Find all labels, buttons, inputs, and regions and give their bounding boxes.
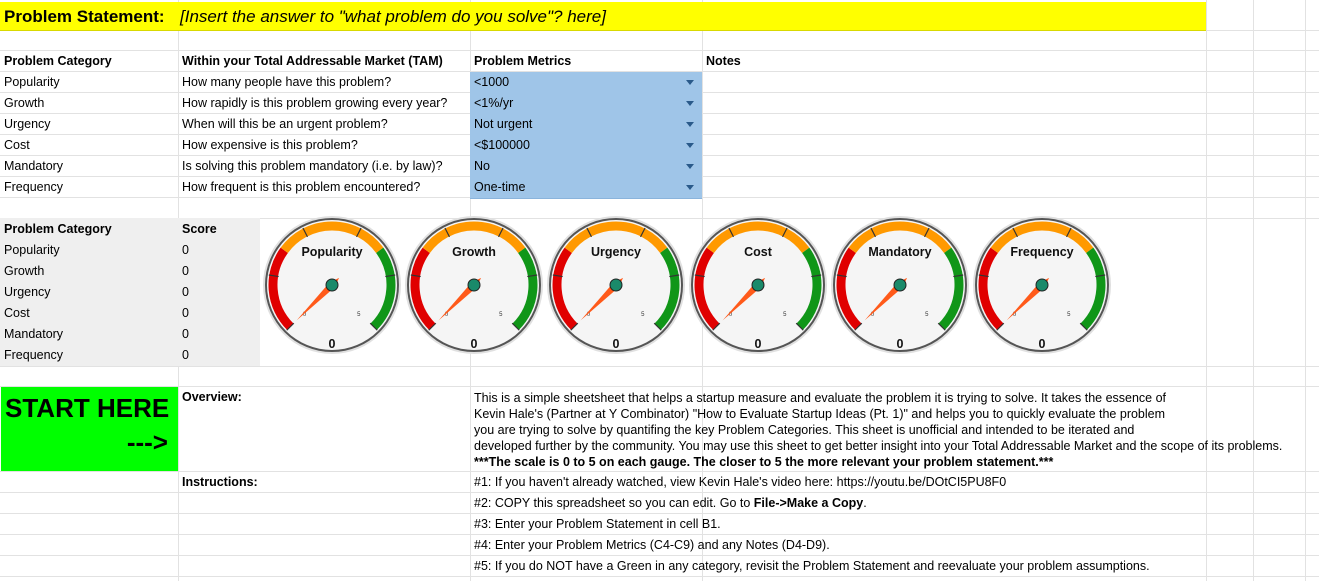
score-row-value: 0 xyxy=(182,243,189,257)
gauge-value: 0 xyxy=(612,337,620,351)
gauge-title: Cost xyxy=(744,245,772,259)
instruction-step-5: #5: If you do NOT have a Green in any category, revisit the Problem Statement and reevaluate your problem assumptions. xyxy=(474,559,1150,573)
gauge-svg xyxy=(829,214,971,356)
score-row-value: 0 xyxy=(182,327,189,341)
gauge-title: Popularity xyxy=(301,245,363,259)
dropdown-value: <1%/yr xyxy=(474,96,514,110)
gauge-svg xyxy=(403,214,545,356)
metric-dropdown-frequency[interactable] xyxy=(470,177,702,199)
gauge-svg xyxy=(261,214,403,356)
gauge-title: Mandatory xyxy=(868,245,932,259)
step2-end: . xyxy=(863,496,867,510)
gauge-min-label: 0 xyxy=(728,312,733,319)
overview-text xyxy=(474,390,1319,470)
dropdown-value: <1000 xyxy=(474,75,510,89)
score-row-value: 0 xyxy=(182,348,189,362)
gauge-max-label: 5 xyxy=(357,312,361,319)
gauge-svg xyxy=(687,214,829,356)
metric-row-category: Mandatory xyxy=(4,159,64,173)
gauge-value: 0 xyxy=(754,337,762,351)
dropdown-arrow-icon[interactable] xyxy=(686,101,694,106)
overview-line: you are trying to solve by quantifing the key Problem Categories. This sheet is unofficial and intended to be iterated and xyxy=(474,423,1135,437)
gauge-title: Growth xyxy=(452,245,496,259)
gauge-hub xyxy=(468,279,480,291)
metric-dropdown-urgency[interactable] xyxy=(470,114,702,136)
overview-line: This is a simple sheetsheet that helps a startup measure and evaluate the problem it is trying to solve. It takes the essence of xyxy=(474,391,1167,405)
instruction-step-2 xyxy=(474,493,867,514)
start-here-arrow: ---> xyxy=(126,427,168,457)
metric-dropdown-growth[interactable] xyxy=(470,93,702,115)
metric-row-question: How many people have this problem? xyxy=(182,75,392,89)
start-here-cell[interactable] xyxy=(1,387,178,471)
dropdown-arrow-icon[interactable] xyxy=(686,143,694,148)
dropdown-arrow-icon[interactable] xyxy=(686,122,694,127)
metric-row-question: How frequent is this problem encountered? xyxy=(182,180,421,194)
score-header-category: Problem Category xyxy=(4,222,112,236)
metric-row-question: How rapidly is this problem growing every year? xyxy=(182,96,448,110)
gauge-min-label: 0 xyxy=(302,312,307,319)
gauge-max-label: 5 xyxy=(1067,312,1071,319)
metric-row-category: Cost xyxy=(4,138,30,152)
dropdown-value: Not urgent xyxy=(474,117,533,131)
gauge-min-label: 0 xyxy=(1012,312,1017,319)
gauge-cost[interactable] xyxy=(687,214,829,356)
gauge-min-label: 0 xyxy=(870,312,875,319)
overview-label: Overview: xyxy=(182,390,242,404)
gauge-max-label: 5 xyxy=(499,312,503,319)
metric-dropdown-cost[interactable] xyxy=(470,135,702,157)
start-here-title: START HERE xyxy=(5,393,170,423)
problem-statement-row[interactable] xyxy=(0,2,1206,31)
score-row-category: Mandatory xyxy=(4,327,64,341)
gauge-growth[interactable] xyxy=(403,214,545,356)
gauge-urgency[interactable] xyxy=(545,214,687,356)
problem-statement-input[interactable]: [Insert the answer to "what problem do you solve"? here] xyxy=(180,7,606,26)
score-row-value: 0 xyxy=(182,264,189,278)
instruction-step-4: #4: Enter your Problem Metrics (C4-C9) and any Notes (D4-D9). xyxy=(474,538,830,552)
dropdown-value: No xyxy=(474,159,490,173)
step2-text: #2: COPY this spreadsheet so you can edit. Go to xyxy=(474,496,754,510)
gauge-hub xyxy=(894,279,906,291)
gauge-hub xyxy=(752,279,764,291)
overview-line: developed further by the community. You may use this sheet to get better insight into your Total Addressable Market and the scope of its problems. xyxy=(474,439,1283,453)
score-row-value: 0 xyxy=(182,306,189,320)
gauge-value: 0 xyxy=(328,337,336,351)
score-row-category: Popularity xyxy=(4,243,60,257)
gauge-hub xyxy=(610,279,622,291)
gauge-hub xyxy=(326,279,338,291)
dropdown-arrow-icon[interactable] xyxy=(686,164,694,169)
header-problem-metrics: Problem Metrics xyxy=(474,54,572,68)
gauge-hub xyxy=(1036,279,1048,291)
metric-row-question: When will this be an urgent problem? xyxy=(182,117,388,131)
score-row-value: 0 xyxy=(182,285,189,299)
gauge-svg xyxy=(971,214,1113,356)
make-a-copy-text: File->Make a Copy xyxy=(753,496,864,510)
header-tam: Within your Total Addressable Market (TAM) xyxy=(182,54,443,68)
dropdown-arrow-icon[interactable] xyxy=(686,80,694,85)
metric-dropdown-mandatory[interactable] xyxy=(470,156,702,178)
gauge-min-label: 0 xyxy=(444,312,449,319)
dropdown-arrow-icon[interactable] xyxy=(686,185,694,190)
metric-row-category: Growth xyxy=(4,96,45,110)
gauge-max-label: 5 xyxy=(925,312,929,319)
gauge-mandatory[interactable] xyxy=(829,214,971,356)
header-problem-category: Problem Category xyxy=(4,54,112,68)
metric-row-question: How expensive is this problem? xyxy=(182,138,358,152)
gauge-min-label: 0 xyxy=(586,312,591,319)
dropdown-value: <$100000 xyxy=(474,138,530,152)
dropdown-value: One-time xyxy=(474,180,526,194)
gauge-value: 0 xyxy=(1038,337,1046,351)
metric-row-category: Frequency xyxy=(4,180,64,194)
score-row-category: Cost xyxy=(4,306,30,320)
metric-row-category: Urgency xyxy=(4,117,51,131)
problem-statement-label: Problem Statement: xyxy=(4,7,165,26)
instructions-label: Instructions: xyxy=(182,475,258,489)
gauge-title: Frequency xyxy=(1010,245,1074,259)
header-notes: Notes xyxy=(706,54,741,68)
score-row-category: Growth xyxy=(4,264,45,278)
gauge-frequency[interactable] xyxy=(971,214,1113,356)
overview-line: Kevin Hale's (Partner at Y Combinator) "How to Evaluate Startup Ideas (Pt. 1)" and helps you to quickly evaluate the problem xyxy=(474,407,1166,421)
gauge-title: Urgency xyxy=(590,245,642,259)
instruction-step-1[interactable]: #1: If you haven't already watched, view Kevin Hale's video here: https://youtu.be/DOtCI5PU8F0 xyxy=(474,475,1007,489)
gauge-svg xyxy=(545,214,687,356)
score-row-category: Urgency xyxy=(4,285,51,299)
gauge-max-label: 5 xyxy=(641,312,645,319)
metric-row-question: Is solving this problem mandatory (i.e. by law)? xyxy=(182,159,443,173)
score-table xyxy=(0,218,260,366)
instruction-step-3: #3: Enter your Problem Statement in cell B1. xyxy=(474,517,721,531)
gauge-value: 0 xyxy=(470,337,478,351)
gauge-max-label: 5 xyxy=(783,312,787,319)
score-header-score: Score xyxy=(182,222,217,236)
metric-dropdown-popularity[interactable] xyxy=(470,72,702,94)
overview-emphasis: ***The scale is 0 to 5 on each gauge. The closer to 5 the more relevant your problem statement.*** xyxy=(474,455,1054,469)
score-row-category: Frequency xyxy=(4,348,64,362)
metric-row-category: Popularity xyxy=(4,75,60,89)
gauge-value: 0 xyxy=(896,337,904,351)
gauge-popularity[interactable] xyxy=(261,214,403,356)
